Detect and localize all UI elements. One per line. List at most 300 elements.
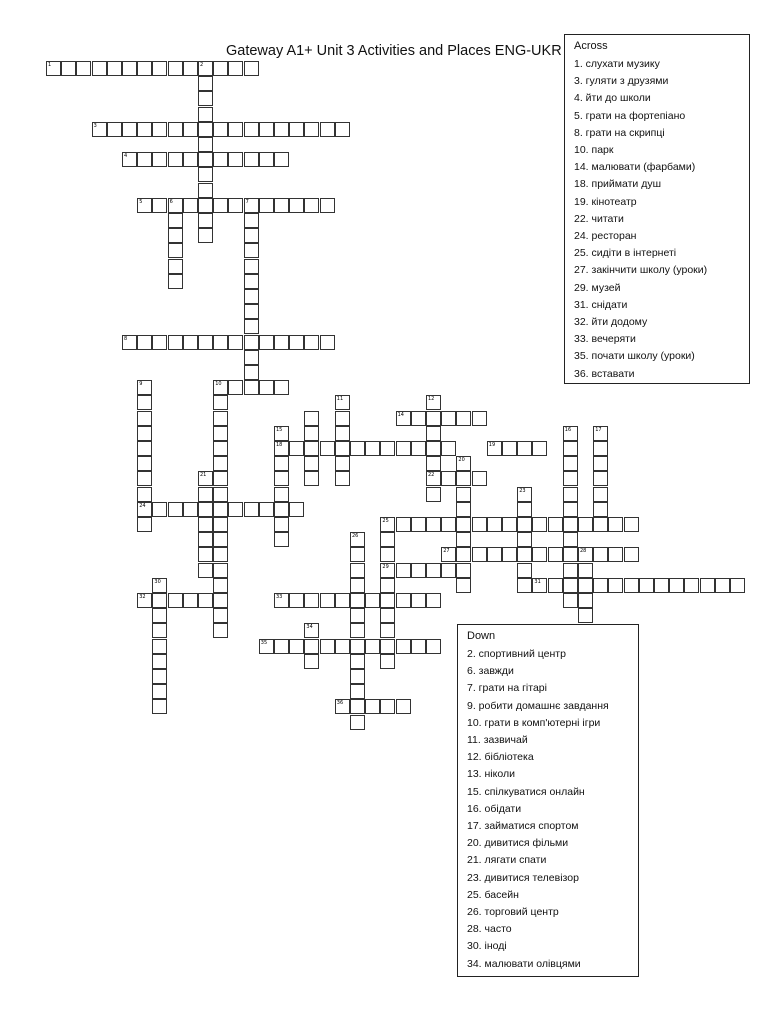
crossword-cell[interactable] — [441, 517, 456, 532]
crossword-cell[interactable] — [593, 441, 608, 456]
crossword-cell[interactable] — [137, 411, 152, 426]
crossword-cell[interactable] — [365, 441, 380, 456]
crossword-cell[interactable] — [244, 61, 259, 76]
crossword-cell[interactable] — [168, 122, 183, 137]
crossword-cell[interactable] — [563, 563, 578, 578]
crossword-cell[interactable] — [304, 411, 319, 426]
crossword-cell[interactable] — [380, 578, 395, 593]
crossword-cell[interactable] — [593, 456, 608, 471]
crossword-cell[interactable] — [487, 517, 502, 532]
crossword-cell[interactable] — [289, 441, 304, 456]
crossword-cell[interactable] — [563, 547, 578, 562]
crossword-cell[interactable] — [274, 456, 289, 471]
crossword-cell[interactable] — [396, 563, 411, 578]
crossword-cell[interactable] — [304, 639, 319, 654]
crossword-cell[interactable] — [456, 456, 471, 471]
crossword-cell[interactable] — [122, 335, 137, 350]
crossword-cell[interactable] — [289, 335, 304, 350]
crossword-cell[interactable] — [563, 487, 578, 502]
crossword-cell[interactable] — [380, 699, 395, 714]
crossword-cell[interactable] — [137, 61, 152, 76]
crossword-cell[interactable] — [76, 61, 91, 76]
crossword-cell[interactable] — [456, 471, 471, 486]
crossword-cell[interactable] — [335, 122, 350, 137]
crossword-cell[interactable] — [259, 639, 274, 654]
crossword-cell[interactable] — [244, 274, 259, 289]
crossword-cell[interactable] — [472, 547, 487, 562]
crossword-cell[interactable] — [198, 487, 213, 502]
crossword-cell[interactable] — [244, 228, 259, 243]
crossword-cell[interactable] — [396, 639, 411, 654]
crossword-cell[interactable] — [213, 502, 228, 517]
crossword-cell[interactable] — [350, 441, 365, 456]
crossword-cell[interactable] — [168, 593, 183, 608]
crossword-cell[interactable] — [259, 335, 274, 350]
crossword-cell[interactable] — [365, 639, 380, 654]
crossword-cell[interactable] — [152, 502, 167, 517]
crossword-cell[interactable] — [320, 122, 335, 137]
crossword-cell[interactable] — [122, 152, 137, 167]
crossword-cell[interactable] — [517, 547, 532, 562]
crossword-cell[interactable] — [213, 441, 228, 456]
crossword-cell[interactable] — [213, 61, 228, 76]
crossword-cell[interactable] — [183, 593, 198, 608]
crossword-cell[interactable] — [335, 426, 350, 441]
crossword-cell[interactable] — [198, 228, 213, 243]
crossword-cell[interactable] — [152, 335, 167, 350]
crossword-cell[interactable] — [274, 441, 289, 456]
crossword-cell[interactable] — [563, 471, 578, 486]
crossword-cell[interactable] — [289, 593, 304, 608]
crossword-cell[interactable] — [122, 122, 137, 137]
crossword-cell[interactable] — [137, 152, 152, 167]
crossword-cell[interactable] — [213, 411, 228, 426]
crossword-cell[interactable] — [213, 532, 228, 547]
crossword-cell[interactable] — [578, 547, 593, 562]
crossword-cell[interactable] — [259, 122, 274, 137]
crossword-cell[interactable] — [350, 715, 365, 730]
crossword-cell[interactable] — [168, 152, 183, 167]
crossword-cell[interactable] — [152, 684, 167, 699]
crossword-cell[interactable] — [152, 122, 167, 137]
crossword-cell[interactable] — [502, 517, 517, 532]
crossword-cell[interactable] — [274, 639, 289, 654]
crossword-cell[interactable] — [61, 61, 76, 76]
crossword-cell[interactable] — [380, 441, 395, 456]
crossword-cell[interactable] — [198, 167, 213, 182]
crossword-cell[interactable] — [350, 684, 365, 699]
crossword-cell[interactable] — [411, 517, 426, 532]
crossword-cell[interactable] — [152, 608, 167, 623]
crossword-cell[interactable] — [608, 547, 623, 562]
crossword-cell[interactable] — [350, 699, 365, 714]
crossword-cell[interactable] — [259, 502, 274, 517]
crossword-cell[interactable] — [244, 213, 259, 228]
crossword-cell[interactable] — [669, 578, 684, 593]
crossword-cell[interactable] — [350, 578, 365, 593]
crossword-cell[interactable] — [137, 380, 152, 395]
crossword-cell[interactable] — [274, 426, 289, 441]
crossword-cell[interactable] — [198, 122, 213, 137]
crossword-cell[interactable] — [380, 563, 395, 578]
crossword-cell[interactable] — [228, 502, 243, 517]
crossword-cell[interactable] — [152, 198, 167, 213]
crossword-cell[interactable] — [92, 61, 107, 76]
crossword-cell[interactable] — [46, 61, 61, 76]
crossword-cell[interactable] — [548, 517, 563, 532]
crossword-cell[interactable] — [411, 411, 426, 426]
crossword-cell[interactable] — [274, 122, 289, 137]
crossword-cell[interactable] — [532, 517, 547, 532]
crossword-cell[interactable] — [532, 441, 547, 456]
crossword-cell[interactable] — [441, 547, 456, 562]
crossword-cell[interactable] — [183, 152, 198, 167]
crossword-cell[interactable] — [137, 502, 152, 517]
crossword-cell[interactable] — [274, 152, 289, 167]
crossword-cell[interactable] — [304, 654, 319, 669]
crossword-cell[interactable] — [198, 335, 213, 350]
crossword-cell[interactable] — [563, 578, 578, 593]
crossword-cell[interactable] — [335, 411, 350, 426]
crossword-cell[interactable] — [426, 441, 441, 456]
crossword-cell[interactable] — [152, 669, 167, 684]
crossword-cell[interactable] — [502, 547, 517, 562]
crossword-cell[interactable] — [244, 259, 259, 274]
crossword-cell[interactable] — [289, 502, 304, 517]
crossword-cell[interactable] — [274, 593, 289, 608]
crossword-cell[interactable] — [350, 623, 365, 638]
crossword-cell[interactable] — [380, 517, 395, 532]
crossword-cell[interactable] — [624, 578, 639, 593]
crossword-cell[interactable] — [137, 395, 152, 410]
crossword-cell[interactable] — [198, 76, 213, 91]
crossword-cell[interactable] — [350, 593, 365, 608]
crossword-cell[interactable] — [168, 213, 183, 228]
crossword-cell[interactable] — [228, 122, 243, 137]
crossword-cell[interactable] — [548, 547, 563, 562]
crossword-cell[interactable] — [335, 593, 350, 608]
crossword-cell[interactable] — [198, 563, 213, 578]
crossword-cell[interactable] — [304, 426, 319, 441]
crossword-cell[interactable] — [152, 593, 167, 608]
crossword-cell[interactable] — [228, 335, 243, 350]
crossword-cell[interactable] — [244, 502, 259, 517]
crossword-cell[interactable] — [244, 350, 259, 365]
crossword-cell[interactable] — [563, 517, 578, 532]
crossword-cell[interactable] — [517, 532, 532, 547]
crossword-cell[interactable] — [228, 198, 243, 213]
crossword-cell[interactable] — [335, 441, 350, 456]
crossword-cell[interactable] — [304, 122, 319, 137]
crossword-cell[interactable] — [198, 91, 213, 106]
crossword-cell[interactable] — [335, 471, 350, 486]
crossword-cell[interactable] — [152, 61, 167, 76]
crossword-cell[interactable] — [411, 593, 426, 608]
crossword-cell[interactable] — [213, 380, 228, 395]
crossword-cell[interactable] — [244, 335, 259, 350]
crossword-cell[interactable] — [593, 426, 608, 441]
crossword-cell[interactable] — [472, 471, 487, 486]
crossword-cell[interactable] — [411, 639, 426, 654]
crossword-cell[interactable] — [274, 502, 289, 517]
crossword-cell[interactable] — [350, 669, 365, 684]
crossword-cell[interactable] — [183, 198, 198, 213]
crossword-cell[interactable] — [380, 639, 395, 654]
crossword-cell[interactable] — [213, 487, 228, 502]
crossword-cell[interactable] — [198, 213, 213, 228]
crossword-cell[interactable] — [532, 578, 547, 593]
crossword-cell[interactable] — [213, 198, 228, 213]
crossword-cell[interactable] — [320, 593, 335, 608]
crossword-cell[interactable] — [213, 456, 228, 471]
crossword-cell[interactable] — [365, 699, 380, 714]
crossword-cell[interactable] — [168, 259, 183, 274]
crossword-cell[interactable] — [396, 441, 411, 456]
crossword-cell[interactable] — [92, 122, 107, 137]
crossword-cell[interactable] — [259, 152, 274, 167]
crossword-cell[interactable] — [244, 289, 259, 304]
crossword-cell[interactable] — [563, 502, 578, 517]
crossword-cell[interactable] — [122, 61, 137, 76]
crossword-cell[interactable] — [548, 578, 563, 593]
crossword-cell[interactable] — [152, 152, 167, 167]
crossword-cell[interactable] — [563, 426, 578, 441]
crossword-cell[interactable] — [472, 517, 487, 532]
crossword-cell[interactable] — [517, 578, 532, 593]
crossword-cell[interactable] — [274, 532, 289, 547]
crossword-cell[interactable] — [274, 517, 289, 532]
crossword-cell[interactable] — [137, 426, 152, 441]
crossword-cell[interactable] — [426, 471, 441, 486]
crossword-cell[interactable] — [244, 198, 259, 213]
crossword-cell[interactable] — [335, 456, 350, 471]
crossword-cell[interactable] — [563, 593, 578, 608]
crossword-cell[interactable] — [198, 471, 213, 486]
crossword-cell[interactable] — [593, 517, 608, 532]
crossword-cell[interactable] — [730, 578, 745, 593]
crossword-cell[interactable] — [441, 411, 456, 426]
crossword-cell[interactable] — [213, 593, 228, 608]
crossword-cell[interactable] — [137, 335, 152, 350]
crossword-cell[interactable] — [456, 411, 471, 426]
crossword-cell[interactable] — [396, 517, 411, 532]
crossword-cell[interactable] — [213, 122, 228, 137]
crossword-cell[interactable] — [350, 563, 365, 578]
crossword-cell[interactable] — [152, 578, 167, 593]
crossword-cell[interactable] — [183, 502, 198, 517]
crossword-cell[interactable] — [244, 365, 259, 380]
crossword-cell[interactable] — [563, 532, 578, 547]
crossword-cell[interactable] — [593, 578, 608, 593]
crossword-cell[interactable] — [578, 578, 593, 593]
crossword-cell[interactable] — [304, 456, 319, 471]
crossword-cell[interactable] — [137, 593, 152, 608]
crossword-cell[interactable] — [198, 183, 213, 198]
crossword-cell[interactable] — [107, 61, 122, 76]
crossword-cell[interactable] — [441, 441, 456, 456]
crossword-cell[interactable] — [396, 593, 411, 608]
crossword-cell[interactable] — [213, 335, 228, 350]
crossword-cell[interactable] — [411, 441, 426, 456]
crossword-cell[interactable] — [137, 487, 152, 502]
crossword-cell[interactable] — [168, 335, 183, 350]
crossword-cell[interactable] — [213, 563, 228, 578]
crossword-cell[interactable] — [593, 547, 608, 562]
crossword-cell[interactable] — [426, 517, 441, 532]
crossword-cell[interactable] — [456, 502, 471, 517]
crossword-cell[interactable] — [213, 578, 228, 593]
crossword-cell[interactable] — [578, 563, 593, 578]
crossword-cell[interactable] — [487, 441, 502, 456]
crossword-cell[interactable] — [137, 471, 152, 486]
crossword-cell[interactable] — [198, 152, 213, 167]
crossword-cell[interactable] — [168, 243, 183, 258]
crossword-cell[interactable] — [183, 122, 198, 137]
crossword-cell[interactable] — [350, 547, 365, 562]
crossword-cell[interactable] — [213, 426, 228, 441]
crossword-cell[interactable] — [304, 441, 319, 456]
crossword-cell[interactable] — [426, 456, 441, 471]
crossword-cell[interactable] — [365, 593, 380, 608]
crossword-cell[interactable] — [152, 699, 167, 714]
crossword-cell[interactable] — [244, 243, 259, 258]
crossword-cell[interactable] — [502, 441, 517, 456]
crossword-cell[interactable] — [350, 654, 365, 669]
crossword-cell[interactable] — [289, 198, 304, 213]
crossword-cell[interactable] — [213, 471, 228, 486]
crossword-cell[interactable] — [654, 578, 669, 593]
crossword-cell[interactable] — [335, 639, 350, 654]
crossword-cell[interactable] — [426, 593, 441, 608]
crossword-cell[interactable] — [320, 639, 335, 654]
crossword-cell[interactable] — [198, 517, 213, 532]
crossword-cell[interactable] — [517, 502, 532, 517]
crossword-cell[interactable] — [563, 456, 578, 471]
crossword-cell[interactable] — [137, 456, 152, 471]
crossword-cell[interactable] — [304, 623, 319, 638]
crossword-cell[interactable] — [320, 335, 335, 350]
crossword-cell[interactable] — [198, 532, 213, 547]
crossword-cell[interactable] — [213, 395, 228, 410]
crossword-cell[interactable] — [259, 380, 274, 395]
crossword-cell[interactable] — [426, 639, 441, 654]
crossword-cell[interactable] — [198, 61, 213, 76]
crossword-cell[interactable] — [624, 547, 639, 562]
crossword-cell[interactable] — [456, 578, 471, 593]
crossword-cell[interactable] — [152, 654, 167, 669]
crossword-cell[interactable] — [137, 198, 152, 213]
crossword-cell[interactable] — [380, 532, 395, 547]
crossword-cell[interactable] — [198, 107, 213, 122]
crossword-cell[interactable] — [244, 304, 259, 319]
crossword-cell[interactable] — [244, 319, 259, 334]
crossword-cell[interactable] — [168, 61, 183, 76]
crossword-cell[interactable] — [183, 335, 198, 350]
crossword-cell[interactable] — [289, 122, 304, 137]
crossword-cell[interactable] — [380, 608, 395, 623]
crossword-cell[interactable] — [456, 517, 471, 532]
crossword-cell[interactable] — [198, 198, 213, 213]
crossword-cell[interactable] — [213, 623, 228, 638]
crossword-cell[interactable] — [380, 593, 395, 608]
crossword-cell[interactable] — [274, 335, 289, 350]
crossword-cell[interactable] — [472, 411, 487, 426]
crossword-cell[interactable] — [593, 471, 608, 486]
crossword-cell[interactable] — [517, 563, 532, 578]
crossword-cell[interactable] — [259, 198, 274, 213]
crossword-cell[interactable] — [198, 593, 213, 608]
crossword-cell[interactable] — [213, 152, 228, 167]
crossword-cell[interactable] — [198, 502, 213, 517]
crossword-cell[interactable] — [152, 639, 167, 654]
crossword-cell[interactable] — [320, 441, 335, 456]
crossword-cell[interactable] — [198, 137, 213, 152]
crossword-cell[interactable] — [274, 487, 289, 502]
crossword-cell[interactable] — [304, 593, 319, 608]
crossword-cell[interactable] — [320, 198, 335, 213]
crossword-cell[interactable] — [168, 198, 183, 213]
crossword-cell[interactable] — [456, 487, 471, 502]
crossword-cell[interactable] — [426, 411, 441, 426]
crossword-cell[interactable] — [350, 608, 365, 623]
crossword-cell[interactable] — [137, 517, 152, 532]
crossword-cell[interactable] — [593, 487, 608, 502]
crossword-cell[interactable] — [335, 699, 350, 714]
crossword-cell[interactable] — [593, 502, 608, 517]
crossword-cell[interactable] — [228, 61, 243, 76]
crossword-cell[interactable] — [183, 61, 198, 76]
crossword-cell[interactable] — [168, 274, 183, 289]
crossword-cell[interactable] — [244, 122, 259, 137]
crossword-cell[interactable] — [441, 471, 456, 486]
crossword-cell[interactable] — [304, 198, 319, 213]
crossword-cell[interactable] — [441, 563, 456, 578]
crossword-cell[interactable] — [137, 441, 152, 456]
crossword-cell[interactable] — [563, 441, 578, 456]
crossword-cell[interactable] — [426, 487, 441, 502]
crossword-cell[interactable] — [244, 152, 259, 167]
crossword-cell[interactable] — [426, 426, 441, 441]
crossword-cell[interactable] — [152, 623, 167, 638]
crossword-cell[interactable] — [411, 563, 426, 578]
crossword-cell[interactable] — [304, 335, 319, 350]
crossword-cell[interactable] — [396, 699, 411, 714]
crossword-cell[interactable] — [228, 152, 243, 167]
crossword-cell[interactable] — [578, 593, 593, 608]
crossword-cell[interactable] — [304, 471, 319, 486]
crossword-cell[interactable] — [456, 563, 471, 578]
crossword-cell[interactable] — [350, 532, 365, 547]
crossword-cell[interactable] — [639, 578, 654, 593]
crossword-cell[interactable] — [168, 228, 183, 243]
crossword-cell[interactable] — [532, 547, 547, 562]
crossword-cell[interactable] — [578, 517, 593, 532]
crossword-cell[interactable] — [517, 441, 532, 456]
crossword-cell[interactable] — [289, 639, 304, 654]
crossword-cell[interactable] — [168, 502, 183, 517]
crossword-cell[interactable] — [517, 487, 532, 502]
crossword-cell[interactable] — [335, 395, 350, 410]
crossword-cell[interactable] — [350, 639, 365, 654]
crossword-cell[interactable] — [684, 578, 699, 593]
crossword-cell[interactable] — [700, 578, 715, 593]
crossword-cell[interactable] — [198, 547, 213, 562]
crossword-cell[interactable] — [426, 395, 441, 410]
crossword-cell[interactable] — [517, 517, 532, 532]
crossword-cell[interactable] — [274, 198, 289, 213]
crossword-cell[interactable] — [456, 532, 471, 547]
crossword-cell[interactable] — [244, 380, 259, 395]
